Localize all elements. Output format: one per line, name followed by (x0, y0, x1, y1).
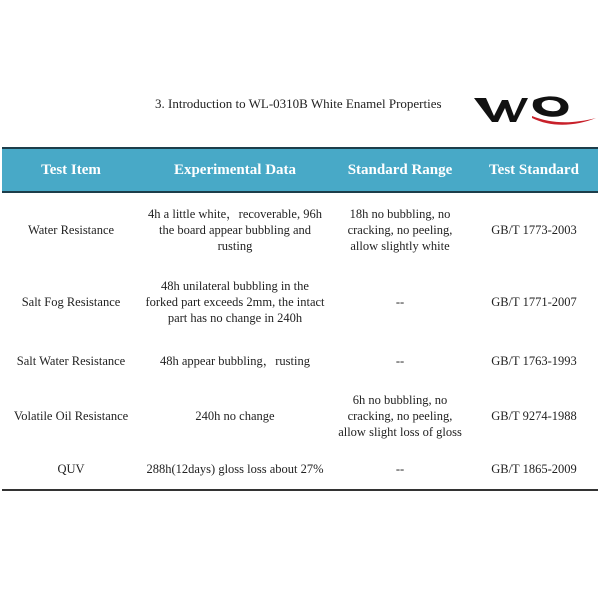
table-header-row (2, 148, 598, 192)
cell-test-item: Water Resistance (27, 222, 115, 237)
page-title: 3. Introduction to WL-0310B White Enamel Properties (155, 96, 442, 111)
cell-test-item: Salt Fog Resistance (21, 295, 121, 309)
cell-experimental-data: 48h unilateral bubbling in the forked part exceeds 2mm, the intact part has no change in 240h (145, 279, 325, 325)
table-row (2, 384, 598, 448)
cell-standard-range: 18h no bubbling, no cracking, no peeling, allow slightly white (347, 206, 453, 253)
properties-table (2, 147, 598, 491)
cell-standard-range: 6h no bubbling, no cracking, no peeling, allow slight loss of gloss (338, 393, 462, 439)
cell-standard-range: -- (395, 461, 405, 476)
cell-test-standard: GB/T 1763-1993 (491, 354, 577, 368)
cell-experimental-data: 240h no change (195, 409, 275, 423)
table-row (2, 448, 598, 490)
cell-test-standard: GB/T 1773-2003 (491, 222, 577, 237)
header-test-item: Test Item (41, 161, 101, 178)
cell-experimental-data: 4h a little white，recoverable, 96h the board appear bubbling and rusting (148, 206, 322, 253)
table-row (2, 266, 598, 338)
cell-experimental-data: 288h(12days) gloss loss about 27% (146, 461, 324, 476)
wq-logo (472, 90, 598, 126)
table-row (2, 338, 598, 384)
table-row (2, 192, 598, 266)
cell-test-item: Volatile Oil Resistance (13, 409, 129, 423)
cell-test-standard: GB/T 9274-1988 (491, 409, 577, 423)
header-test-standard: Test Standard (489, 161, 579, 178)
cell-experimental-data: 48h appear bubbling，rusting (160, 354, 310, 368)
cell-standard-range: -- (395, 354, 405, 368)
cell-test-item: Salt Water Resistance (16, 354, 126, 368)
header-experimental-data: Experimental Data (173, 161, 297, 178)
cell-test-standard: GB/T 1771-2007 (491, 295, 577, 309)
header-standard-range: Standard Range (347, 161, 453, 178)
cell-standard-range: -- (395, 295, 405, 309)
cell-test-standard: GB/T 1865-2009 (491, 461, 577, 476)
cell-test-item: QUV (57, 461, 85, 476)
